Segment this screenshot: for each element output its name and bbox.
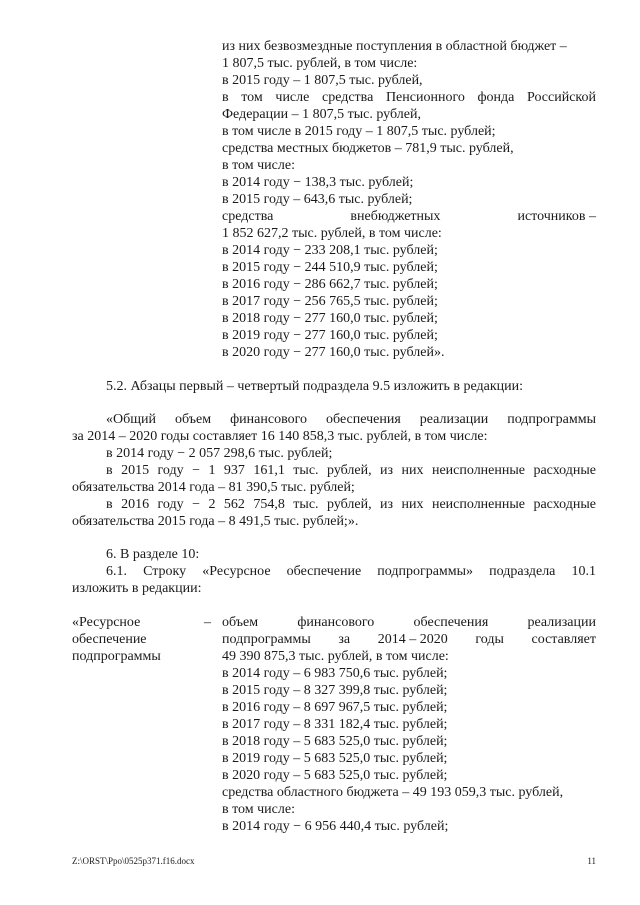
value-line: в 2016 году – 8 697 967,5 тыс. рублей; bbox=[222, 700, 448, 715]
paragraph-line: обязательства 2014 года – 81 390,5 тыс. рублей; bbox=[72, 480, 355, 495]
value-line: средства областного бюджета – 49 193 059,3 тыс. рублей, bbox=[222, 785, 564, 800]
resource-label-cell bbox=[72, 614, 212, 665]
text-line: в 2020 году − 277 160,0 тыс. рублей». bbox=[222, 345, 445, 360]
section-5-2-body bbox=[72, 411, 596, 530]
word: источников – bbox=[517, 209, 596, 224]
section-heading: 6. В разделе 10: bbox=[106, 547, 200, 562]
paragraph-line: изложить в редакции: bbox=[72, 581, 202, 596]
label-line: подпрограммы bbox=[72, 649, 161, 664]
word: реализации bbox=[527, 615, 596, 630]
paragraph-line: за 2014 – 2020 годы составляет 16 140 858,3 тыс. рублей, в том числе: bbox=[72, 429, 488, 444]
value-line: в том числе: bbox=[222, 802, 295, 817]
page-number: 11 bbox=[587, 856, 596, 866]
section-heading: 5.2. Абзацы первый – четвертый подраздела 9.5 изложить в редакции: bbox=[106, 379, 524, 394]
value-line: в 2014 году − 6 956 440,4 тыс. рублей; bbox=[222, 819, 449, 834]
file-path: Z:\ORST\Ppo\0525p371.f16.docx bbox=[72, 856, 195, 866]
word: объем bbox=[222, 615, 259, 630]
value-line: в 2015 году – 8 327 399,8 тыс. рублей; bbox=[222, 683, 448, 698]
resource-value-cell bbox=[222, 614, 596, 835]
value-line: в 2018 году – 5 683 525,0 тыс. рублей; bbox=[222, 734, 448, 749]
word: составляет bbox=[531, 632, 596, 647]
label-line: обеспечение bbox=[72, 632, 147, 647]
paragraph-line: 6.1. Строку «Ресурсное обеспечение подпрограммы» подраздела 10.1 bbox=[106, 564, 596, 579]
paragraph-line: «Общий объем финансового обеспечения реализации подпрограммы bbox=[106, 412, 596, 427]
label-line: «Ресурсное bbox=[72, 615, 141, 630]
value-line: в 2019 году – 5 683 525,0 тыс. рублей; bbox=[222, 751, 448, 766]
paragraph-line: в 2016 году − 2 562 754,8 тыс. рублей, из них неисполненные расходные bbox=[106, 497, 596, 512]
word: за bbox=[338, 632, 351, 647]
word: финансового bbox=[297, 615, 375, 630]
paragraph-line: в 2015 году − 1 937 161,1 тыс. рублей, из них неисполненные расходные bbox=[106, 463, 596, 478]
section-5-2 bbox=[72, 378, 596, 395]
text-line: в 2015 году – 1 807,5 тыс. рублей, bbox=[222, 73, 423, 88]
value-line: в 2017 году – 8 331 182,4 тыс. рублей; bbox=[222, 717, 448, 732]
text-line: в том числе: bbox=[222, 158, 295, 173]
text-line: в 2014 году − 138,3 тыс. рублей; bbox=[222, 175, 414, 190]
paragraph-line: в 2014 году − 2 057 298,6 тыс. рублей; bbox=[106, 446, 333, 461]
word: годы bbox=[475, 632, 504, 647]
text-line: в 2015 году – 643,6 тыс. рублей; bbox=[222, 192, 413, 207]
text-line: в 2014 году − 233 208,1 тыс. рублей; bbox=[222, 243, 438, 258]
paragraph-line: обязательства 2015 года – 8 491,5 тыс. рублей;». bbox=[72, 514, 359, 529]
text-line: в 2019 году − 277 160,0 тыс. рублей; bbox=[222, 328, 438, 343]
text-line: в том числе в 2015 году – 1 807,5 тыс. рублей; bbox=[222, 124, 496, 139]
text-line: 1 852 627,2 тыс. рублей, в том числе: bbox=[222, 226, 442, 241]
word: подпрограммы bbox=[222, 632, 311, 647]
value-line: в 2014 году – 6 983 750,6 тыс. рублей; bbox=[222, 666, 448, 681]
section-6 bbox=[72, 546, 596, 597]
value-line bbox=[222, 631, 596, 648]
word: средства bbox=[222, 209, 274, 224]
text-line: в 2015 году − 244 510,9 тыс. рублей; bbox=[222, 260, 438, 275]
table-dash: – bbox=[204, 615, 211, 630]
value-line bbox=[222, 614, 596, 631]
text-line: из них безвозмездные поступления в областной бюджет – bbox=[222, 39, 567, 54]
text-line: Федерации – 1 807,5 тыс. рублей, bbox=[222, 107, 421, 122]
value-line: 49 390 875,3 тыс. рублей, в том числе: bbox=[222, 649, 449, 664]
text-line: в 2016 году − 286 662,7 тыс. рублей; bbox=[222, 277, 438, 292]
text-line: в 2018 году − 277 160,0 тыс. рублей; bbox=[222, 311, 438, 326]
word: обеспечения bbox=[413, 615, 489, 630]
value-line: в 2020 году – 5 683 525,0 тыс. рублей; bbox=[222, 768, 448, 783]
text-line: в том числе средства Пенсионного фонда Российской bbox=[222, 90, 596, 105]
word: 2014 – 2020 bbox=[377, 632, 448, 647]
word: внебюджетных bbox=[350, 209, 441, 224]
text-line: 1 807,5 тыс. рублей, в том числе: bbox=[222, 56, 418, 71]
text-line: средства местных бюджетов – 781,9 тыс. рублей, bbox=[222, 141, 514, 156]
funding-sources-block bbox=[222, 38, 596, 361]
text-line bbox=[222, 208, 596, 225]
text-line: в 2017 году − 256 765,5 тыс. рублей; bbox=[222, 294, 438, 309]
